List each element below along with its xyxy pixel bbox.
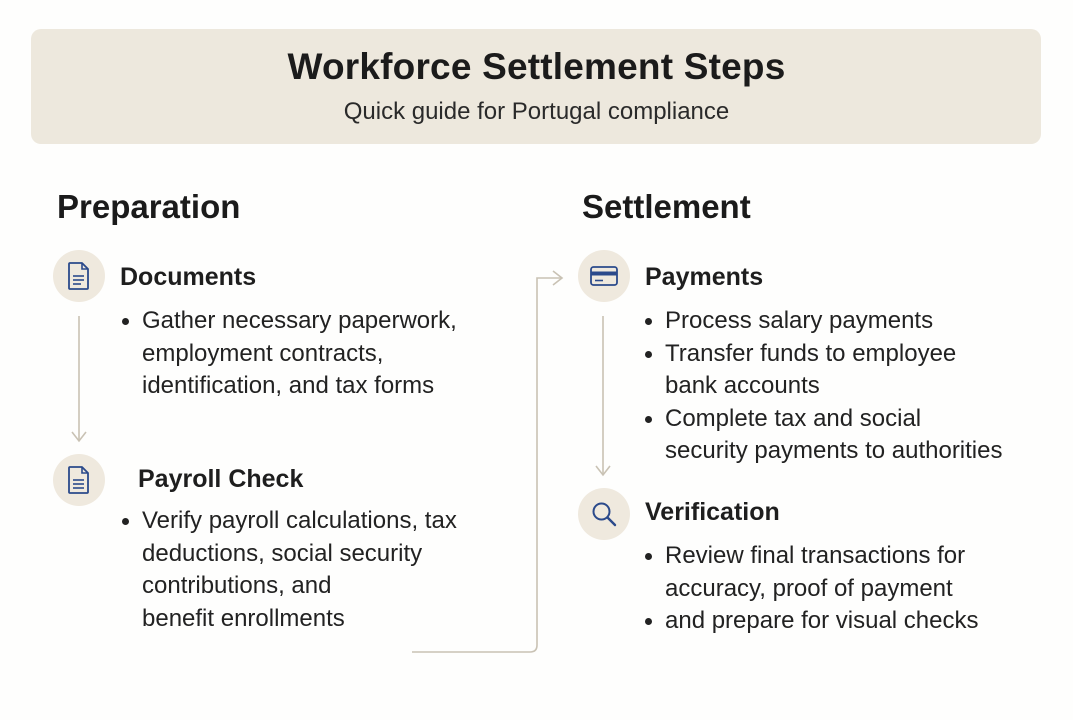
bullet-line: Review final transactions for <box>665 542 966 569</box>
magnifier-icon <box>590 500 618 528</box>
bullet-line: and prepare for visual checks <box>665 607 979 634</box>
bullet-item <box>643 540 979 605</box>
step-icon-payments <box>578 250 630 302</box>
column-title-preparation: Preparation <box>57 188 241 225</box>
step-icon-payroll-check <box>53 454 105 506</box>
bullet-item <box>643 605 979 638</box>
bullet-item <box>120 305 457 403</box>
bullet-line: bank accounts <box>665 372 820 399</box>
step-icon-verification <box>578 488 630 540</box>
bullet-line: employment contracts, <box>142 339 384 367</box>
bullet-item <box>643 305 1003 338</box>
step-title-payroll-check: Payroll Check <box>138 465 304 493</box>
bullet-line: Gather necessary paperwork, <box>142 307 457 334</box>
bullet-line: Process salary payments <box>665 307 934 334</box>
bullet-line: deductions, social security <box>142 539 423 567</box>
step-title-payments: Payments <box>645 263 764 291</box>
bullet-line: identification, and tax forms <box>142 372 435 399</box>
bullet-line: contributions, and <box>142 572 332 599</box>
bullet-list-documents <box>120 305 457 403</box>
column-title-settlement: Settlement <box>582 188 751 225</box>
bullet-list-verification <box>643 540 979 638</box>
bullet-item <box>120 505 457 635</box>
bullet-line: benefit enrollments <box>142 604 345 632</box>
page-title: Workforce Settlement Steps <box>287 46 786 87</box>
bullet-line: Verify payroll calculations, tax <box>142 507 457 534</box>
bullet-list-payments <box>643 305 1003 468</box>
bullet-list-payroll-check <box>120 505 457 635</box>
document-icon <box>66 261 92 291</box>
bullet-item <box>643 338 1003 403</box>
bullet-line: security payments to authorities <box>665 437 1003 464</box>
bullet-line: Transfer funds to employee <box>665 339 957 367</box>
credit-card-icon <box>589 265 619 287</box>
bullet-line: accuracy, proof of payment <box>665 574 953 602</box>
step-icon-documents <box>53 250 105 302</box>
document-list-icon <box>66 465 92 495</box>
page-subtitle: Quick guide for Portugal compliance <box>343 98 730 125</box>
step-title-verification: Verification <box>645 498 780 526</box>
bullet-item <box>643 403 1003 468</box>
step-title-documents: Documents <box>120 263 257 291</box>
bullet-line: Complete tax and social <box>665 404 922 432</box>
